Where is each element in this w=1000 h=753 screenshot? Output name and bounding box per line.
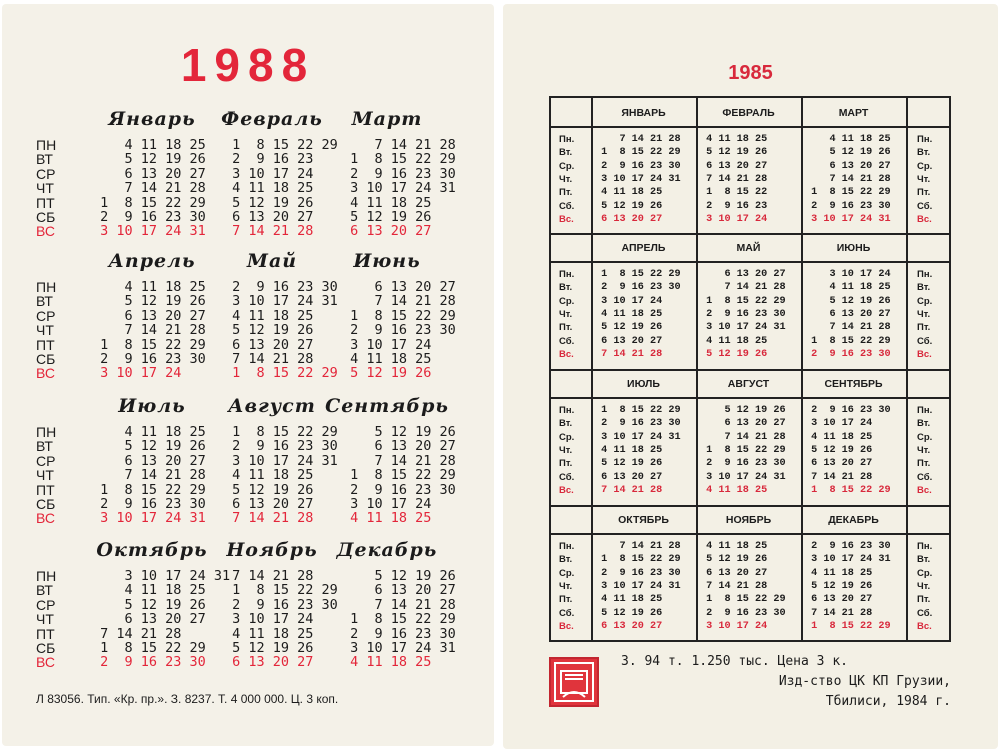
week-row: 6 13 20 27 bbox=[224, 654, 314, 671]
weekday-label-left: Вт. bbox=[559, 282, 573, 294]
weekday-label-left: Вс. bbox=[559, 348, 574, 360]
week-row: 5 12 19 26 bbox=[805, 295, 891, 307]
weekday-label-left: Пн. bbox=[559, 134, 575, 145]
week-row: 2 9 16 23 30 bbox=[92, 654, 206, 671]
weekday-label-right: Чт. bbox=[917, 580, 931, 592]
week-row: 1 8 15 22 29 bbox=[342, 151, 456, 168]
weekday-label-left: Сб. bbox=[559, 607, 575, 619]
week-row: 7 14 21 28 bbox=[92, 467, 206, 484]
week-row: 1 8 15 22 29 bbox=[595, 405, 681, 416]
week-row: 7 14 21 28 bbox=[700, 173, 768, 185]
week-row: 6 13 20 27 bbox=[805, 308, 891, 320]
weekday-label-right: Вт. bbox=[917, 418, 931, 430]
week-row: 3 10 17 24 bbox=[700, 213, 768, 225]
weekday-label: ВС bbox=[36, 654, 55, 671]
week-row: 1 8 15 22 29 bbox=[92, 194, 206, 211]
week-row: 2 9 16 23 30 bbox=[342, 625, 456, 642]
week-row: 1 8 15 22 29 bbox=[595, 554, 681, 566]
weekday-label: СБ bbox=[36, 209, 56, 225]
week-row: 4 11 18 25 bbox=[595, 187, 663, 199]
week-row: 7 14 21 28 bbox=[92, 322, 206, 339]
grid-divider bbox=[551, 505, 949, 507]
week-row: 4 11 18 25 bbox=[92, 424, 206, 440]
week-row: 7 14 21 28 bbox=[342, 137, 456, 153]
weekday-label-left: Пн. bbox=[559, 405, 575, 416]
week-row: 2 9 16 23 30 bbox=[224, 438, 338, 455]
weekday-label-right: Чт. bbox=[917, 308, 931, 320]
weekday-label-right: Вт. bbox=[917, 147, 931, 159]
month-name: СЕНТЯБРЬ bbox=[824, 378, 883, 390]
week-row: 6 13 20 27 bbox=[342, 582, 456, 599]
week-row: 6 13 20 27 bbox=[700, 418, 786, 430]
week-row: 4 11 18 25 bbox=[595, 594, 663, 606]
week-row: 6 13 20 27 bbox=[805, 458, 873, 470]
week-row: 6 13 20 27 bbox=[224, 209, 314, 225]
week-row: 2 9 16 23 30 bbox=[700, 308, 786, 320]
week-row: 2 9 16 23 30 bbox=[92, 496, 206, 512]
week-row: 1 8 15 22 29 bbox=[700, 594, 786, 606]
week-row: 1 8 15 22 29 bbox=[805, 335, 891, 347]
grid-divider bbox=[551, 233, 949, 235]
week-row: 6 13 20 27 bbox=[595, 471, 663, 483]
grid-divider bbox=[551, 369, 949, 371]
week-row: 7 14 21 28 bbox=[700, 282, 786, 294]
weekday-label-right: Вс. bbox=[917, 348, 932, 360]
week-row: 5 12 19 26 bbox=[224, 640, 314, 656]
week-row: 6 13 20 27 bbox=[224, 496, 314, 512]
weekday-label-left: Ср. bbox=[559, 160, 575, 172]
weekday-label-left: Вс. bbox=[559, 620, 574, 632]
week-row: 7 14 21 28 bbox=[595, 541, 681, 552]
week-row: 7 14 21 28 bbox=[805, 173, 891, 185]
weekday-label-left: Чт. bbox=[559, 580, 573, 592]
month-name: Апрель bbox=[108, 250, 196, 272]
weekday-label: ПН bbox=[36, 279, 57, 295]
weekday-label: СР bbox=[36, 452, 56, 469]
month-name: Март bbox=[351, 108, 423, 130]
weekday-label-right: Пн. bbox=[917, 405, 933, 416]
weekday-label-right: Вс. bbox=[917, 484, 932, 496]
weekday-label-left: Вт. bbox=[559, 147, 573, 159]
month-name: Июнь bbox=[353, 250, 421, 272]
month-name: ФЕВРАЛЬ bbox=[722, 107, 775, 119]
calendar-card-1985 bbox=[503, 4, 998, 749]
month-name: ИЮНЬ bbox=[836, 242, 871, 254]
weekday-label-left: Пт. bbox=[559, 594, 573, 606]
week-row: 5 12 19 26 bbox=[805, 147, 891, 159]
week-row: 6 13 20 27 bbox=[595, 213, 663, 225]
month-name: Январь bbox=[108, 108, 196, 130]
weekday-label-right: Сб. bbox=[917, 607, 933, 619]
week-row: 4 11 18 25 bbox=[805, 431, 873, 443]
grid-divider bbox=[551, 397, 949, 399]
weekday-label-left: Пт. bbox=[559, 458, 573, 470]
week-row: 5 12 19 26 bbox=[700, 147, 768, 159]
week-row: 7 14 21 28 bbox=[224, 351, 314, 367]
month-name: ИЮЛЬ bbox=[627, 378, 660, 390]
grid-divider bbox=[551, 126, 949, 128]
week-row: 2 9 16 23 30 bbox=[595, 160, 681, 172]
weekday-label: СБ bbox=[36, 640, 56, 656]
week-row: 4 11 18 25 bbox=[342, 194, 432, 211]
weekday-label: ВТ bbox=[36, 582, 53, 599]
week-row: 4 11 18 25 bbox=[342, 351, 432, 367]
week-row: 7 14 21 28 bbox=[700, 580, 768, 592]
weekday-label-right: Вт. bbox=[917, 554, 931, 566]
week-row: 4 11 18 25 bbox=[700, 134, 768, 145]
week-row: 7 14 21 28 bbox=[342, 293, 456, 310]
week-row: 1 8 15 22 29 bbox=[92, 336, 206, 353]
week-row: 3 10 17 24 bbox=[595, 295, 663, 307]
week-row: 1 8 15 22 29 bbox=[224, 582, 338, 599]
month-name: ОКТЯБРЬ bbox=[618, 514, 669, 526]
week-row: 2 9 16 23 30 bbox=[92, 351, 206, 367]
week-row: 6 13 20 27 bbox=[700, 269, 786, 280]
week-row: 5 12 19 26 bbox=[92, 293, 206, 310]
weekday-label-left: Чт. bbox=[559, 308, 573, 320]
month-name: Сентябрь bbox=[325, 395, 449, 417]
week-row: 7 14 21 28 bbox=[92, 180, 206, 197]
weekday-label-right: Ср. bbox=[917, 160, 933, 172]
week-row: 3 10 17 24 bbox=[224, 611, 314, 628]
week-row: 6 13 20 27 bbox=[92, 452, 206, 469]
week-row: 3 10 17 24 31 bbox=[224, 452, 338, 469]
month-name: Декабрь bbox=[336, 539, 438, 561]
publisher-imprint-1985 bbox=[621, 652, 951, 712]
week-row: 4 11 18 25 bbox=[700, 484, 768, 496]
week-row: 5 12 19 26 bbox=[700, 554, 768, 566]
week-row: 5 12 19 26 bbox=[342, 568, 456, 584]
week-row: 1 8 15 22 bbox=[700, 187, 768, 199]
week-row: 2 9 16 23 30 bbox=[700, 458, 786, 470]
week-row: 1 8 15 22 29 bbox=[92, 640, 206, 656]
calendar-1985-grid bbox=[549, 96, 951, 642]
week-row: 5 12 19 26 bbox=[224, 322, 314, 339]
month-name: Ноябрь bbox=[226, 539, 318, 561]
weekday-label: ВТ bbox=[36, 293, 53, 310]
week-row: 2 9 16 23 30 bbox=[342, 165, 456, 182]
week-row: 4 11 18 25 bbox=[224, 180, 314, 197]
weekday-label-right: Пт. bbox=[917, 458, 931, 470]
week-row: 3 10 17 24 bbox=[805, 269, 891, 280]
month-name: ДЕКАБРЬ bbox=[828, 514, 879, 526]
week-row: 2 9 16 23 30 bbox=[92, 209, 206, 225]
week-row: 1 8 15 22 29 bbox=[224, 137, 338, 153]
weekday-label-right: Пн. bbox=[917, 269, 933, 280]
publisher-logo-icon bbox=[549, 657, 599, 707]
weekday-label-right: Вс. bbox=[917, 213, 932, 225]
weekday-label-right: Пн. bbox=[917, 541, 933, 552]
week-row: 1 8 15 22 29 bbox=[224, 365, 338, 382]
week-row: 7 14 21 28 bbox=[805, 322, 891, 334]
weekday-label: СР bbox=[36, 596, 56, 613]
weekday-label-left: Чт. bbox=[559, 444, 573, 456]
week-row: 6 13 20 27 bbox=[595, 620, 663, 632]
week-row: 1 8 15 22 29 bbox=[342, 611, 456, 628]
weekday-label-right: Пн. bbox=[917, 134, 933, 145]
week-row: 3 10 17 24 31 bbox=[92, 510, 206, 527]
week-row: 3 10 17 24 bbox=[224, 165, 314, 182]
week-row: 7 14 21 28 bbox=[595, 134, 681, 145]
week-row: 5 12 19 26 bbox=[224, 481, 314, 498]
imprint-line: Тбилиси, 1984 г. bbox=[825, 694, 951, 709]
week-row: 4 11 18 25 bbox=[595, 308, 663, 320]
week-row: 2 9 16 23 bbox=[700, 200, 768, 212]
week-row: 6 13 20 27 bbox=[92, 611, 206, 628]
week-row: 3 10 17 24 31 bbox=[92, 568, 231, 584]
weekday-label: ПН bbox=[36, 137, 57, 153]
week-row: 4 11 18 25 bbox=[700, 335, 768, 347]
week-row: 7 14 21 28 bbox=[342, 452, 456, 469]
week-row: 3 10 17 24 31 bbox=[224, 293, 338, 310]
week-row: 1 8 15 22 29 bbox=[805, 620, 891, 632]
week-row: 5 12 19 26 bbox=[595, 200, 663, 212]
weekday-label-left: Ср. bbox=[559, 567, 575, 579]
week-row: 4 11 18 25 bbox=[224, 307, 314, 324]
week-row: 3 10 17 24 31 bbox=[342, 180, 456, 197]
week-row: 6 13 20 27 bbox=[700, 160, 768, 172]
week-row: 2 9 16 23 30 bbox=[805, 348, 891, 360]
month-name: НОЯБРЬ bbox=[725, 514, 772, 526]
weekday-label: СБ bbox=[36, 496, 56, 512]
week-row: 1 8 15 22 29 bbox=[700, 295, 786, 307]
month-name: Июль bbox=[118, 395, 186, 417]
weekday-label-left: Вс. bbox=[559, 213, 574, 225]
week-row: 3 10 17 24 bbox=[342, 496, 432, 512]
week-row: 5 12 19 26 bbox=[805, 580, 873, 592]
weekday-label-right: Пт. bbox=[917, 187, 931, 199]
week-row: 2 9 16 23 30 bbox=[700, 607, 786, 619]
week-row: 2 9 16 23 30 bbox=[595, 282, 681, 294]
year-title-1988: 1988 bbox=[180, 39, 316, 91]
weekday-label-left: Пн. bbox=[559, 269, 575, 280]
weekday-label: ВС bbox=[36, 365, 55, 382]
weekday-label: ПТ bbox=[36, 481, 55, 498]
weekday-label-left: Сб. bbox=[559, 335, 575, 347]
week-row: 4 11 18 25 bbox=[224, 467, 314, 484]
weekday-label-right: Вс. bbox=[917, 620, 932, 632]
weekday-label-left: Вт. bbox=[559, 554, 573, 566]
weekday-label-left: Ср. bbox=[559, 295, 575, 307]
week-row: 2 9 16 23 30 bbox=[595, 567, 681, 579]
week-row: 7 14 21 28 bbox=[805, 471, 873, 483]
week-row: 3 10 17 24 bbox=[92, 365, 182, 382]
week-row: 7 14 21 28 bbox=[595, 348, 663, 360]
weekday-label-left: Сб. bbox=[559, 200, 575, 212]
weekday-label-left: Вс. bbox=[559, 484, 574, 496]
week-row: 1 8 15 22 29 bbox=[342, 307, 456, 324]
weekday-label: ЧТ bbox=[36, 611, 54, 628]
week-row: 3 10 17 24 31 bbox=[805, 213, 891, 225]
grid-divider bbox=[551, 261, 949, 263]
week-row: 2 9 16 23 30 bbox=[224, 279, 338, 295]
week-row: 1 8 15 22 29 bbox=[224, 424, 338, 440]
week-row: 6 13 20 27 bbox=[224, 336, 314, 353]
week-row: 4 11 18 25 bbox=[224, 625, 314, 642]
weekday-label-left: Чт. bbox=[559, 173, 573, 185]
weekday-label-right: Сб. bbox=[917, 471, 933, 483]
week-row: 5 12 19 26 bbox=[595, 322, 663, 334]
weekday-label-right: Вт. bbox=[917, 282, 931, 294]
weekday-label: ПН bbox=[36, 424, 57, 440]
week-row: 6 13 20 27 bbox=[595, 335, 663, 347]
month-name: Май bbox=[246, 250, 298, 272]
month-name: АПРЕЛЬ bbox=[621, 242, 666, 254]
weekday-label-right: Сб. bbox=[917, 200, 933, 212]
week-row: 6 13 20 27 bbox=[805, 160, 891, 172]
week-row: 5 12 19 26 bbox=[342, 424, 456, 440]
week-row: 5 12 19 26 bbox=[805, 444, 873, 456]
week-row: 5 12 19 26 bbox=[224, 194, 314, 211]
week-row: 1 8 15 22 29 bbox=[805, 484, 891, 496]
week-row: 1 8 15 22 29 bbox=[595, 269, 681, 280]
weekday-label-left: Сб. bbox=[559, 471, 575, 483]
week-row: 4 11 18 25 bbox=[805, 567, 873, 579]
month-name: Февраль bbox=[221, 108, 323, 130]
week-row: 5 12 19 26 bbox=[700, 348, 768, 360]
month-name: Август bbox=[228, 395, 316, 417]
weekday-label: СБ bbox=[36, 351, 56, 367]
weekday-label-right: Чт. bbox=[917, 444, 931, 456]
weekday-label-left: Пт. bbox=[559, 187, 573, 199]
week-row: 7 14 21 28 bbox=[224, 223, 314, 240]
week-row: 3 10 17 24 bbox=[805, 418, 873, 430]
imprint-line: З. 94 т. 1.250 тыс. Цена 3 к. bbox=[621, 654, 848, 669]
weekday-label: ЧТ bbox=[36, 180, 54, 197]
month-name: МАЙ bbox=[736, 242, 761, 254]
week-row: 4 11 18 25 bbox=[595, 444, 663, 456]
weekday-label-right: Ср. bbox=[917, 431, 933, 443]
weekday-label: ВТ bbox=[36, 438, 53, 455]
weekday-label-right: Ср. bbox=[917, 567, 933, 579]
week-row: 3 10 17 24 31 bbox=[805, 554, 891, 566]
week-row: 2 9 16 23 30 bbox=[342, 322, 456, 339]
week-row: 3 10 17 24 31 bbox=[595, 580, 681, 592]
month-name: МАРТ bbox=[838, 107, 869, 119]
weekday-label: ПТ bbox=[36, 194, 55, 211]
week-row: 2 9 16 23 30 bbox=[805, 541, 891, 552]
calendar-card-1988 bbox=[2, 4, 494, 746]
week-row: 4 11 18 25 bbox=[805, 134, 891, 145]
week-row: 6 13 20 27 bbox=[342, 223, 432, 240]
weekday-label-right: Ср. bbox=[917, 295, 933, 307]
weekday-label: ПТ bbox=[36, 625, 55, 642]
year-title-1985: 1985 bbox=[728, 62, 773, 84]
printer-imprint-1988: Л 83056. Тип. «Кр. пр.». З. 8237. Т. 4 000 000. Ц. 3 коп. bbox=[36, 692, 339, 706]
week-row: 5 12 19 26 bbox=[342, 365, 432, 382]
week-row: 3 10 17 24 31 bbox=[700, 322, 786, 334]
week-row: 1 8 15 22 29 bbox=[92, 481, 206, 498]
week-row: 7 14 21 28 bbox=[342, 596, 456, 613]
week-row: 7 14 21 28 bbox=[224, 510, 314, 527]
week-row: 3 10 17 24 bbox=[700, 620, 768, 632]
week-row: 1 8 15 22 29 bbox=[805, 187, 891, 199]
weekday-label: СР bbox=[36, 307, 56, 324]
week-row: 4 11 18 25 bbox=[342, 510, 432, 527]
week-row: 5 12 19 26 bbox=[92, 596, 206, 613]
week-row: 2 9 16 23 30 bbox=[805, 405, 891, 416]
week-row: 7 14 21 28 bbox=[92, 625, 182, 642]
week-row: 3 10 17 24 31 bbox=[595, 173, 681, 185]
week-row: 4 11 18 25 bbox=[92, 279, 206, 295]
weekday-label-left: Пн. bbox=[559, 541, 575, 552]
week-row: 6 13 20 27 bbox=[342, 438, 456, 455]
week-row: 6 13 20 27 bbox=[92, 307, 206, 324]
week-row: 4 11 18 25 bbox=[805, 282, 891, 294]
weekday-label: ЧТ bbox=[36, 322, 54, 339]
week-row: 5 12 19 26 bbox=[700, 405, 786, 416]
weekday-label-left: Пт. bbox=[559, 322, 573, 334]
weekday-label-right: Сб. bbox=[917, 335, 933, 347]
week-row: 4 11 18 25 bbox=[700, 541, 768, 552]
week-row: 7 14 21 28 bbox=[805, 607, 873, 619]
week-row: 7 14 21 28 bbox=[224, 568, 314, 584]
weekday-label: СР bbox=[36, 165, 56, 182]
week-row: 3 10 17 24 31 bbox=[700, 471, 786, 483]
weekday-label: ВС bbox=[36, 510, 55, 527]
week-row: 5 12 19 26 bbox=[595, 607, 663, 619]
month-name: АВГУСТ bbox=[727, 378, 770, 390]
weekday-label: ВТ bbox=[36, 151, 53, 168]
grid-divider bbox=[551, 533, 949, 535]
week-row: 2 9 16 23 30 bbox=[805, 200, 891, 212]
week-row: 6 13 20 27 bbox=[92, 165, 206, 182]
weekday-label-right: Пт. bbox=[917, 322, 931, 334]
week-row: 2 9 16 23 30 bbox=[342, 481, 456, 498]
weekday-label: ПТ bbox=[36, 336, 55, 353]
week-row: 3 10 17 24 31 bbox=[595, 431, 681, 443]
weekday-label-right: Пт. bbox=[917, 594, 931, 606]
week-row: 2 9 16 23 bbox=[224, 151, 314, 168]
week-row: 1 8 15 22 29 bbox=[700, 444, 786, 456]
week-row: 3 10 17 24 31 bbox=[92, 223, 206, 240]
week-row: 4 11 18 25 bbox=[92, 582, 206, 599]
week-row: 4 11 18 25 bbox=[342, 654, 432, 671]
week-row: 2 9 16 23 30 bbox=[595, 418, 681, 430]
week-row: 3 10 17 24 31 bbox=[342, 640, 456, 656]
weekday-label: ПН bbox=[36, 568, 57, 584]
weekday-label: ЧТ bbox=[36, 467, 54, 484]
week-row: 4 11 18 25 bbox=[92, 137, 206, 153]
week-row: 5 12 19 26 bbox=[342, 209, 432, 225]
weekday-label-left: Ср. bbox=[559, 431, 575, 443]
week-row: 1 8 15 22 29 bbox=[595, 147, 681, 159]
weekday-label-right: Чт. bbox=[917, 173, 931, 185]
week-row: 5 12 19 26 bbox=[92, 151, 206, 168]
week-row: 7 14 21 28 bbox=[700, 431, 786, 443]
week-row: 1 8 15 22 29 bbox=[342, 467, 456, 484]
week-row: 6 13 20 27 bbox=[700, 567, 768, 579]
weekday-label-left: Вт. bbox=[559, 418, 573, 430]
week-row: 2 9 16 23 30 bbox=[224, 596, 338, 613]
week-row: 5 12 19 26 bbox=[595, 458, 663, 470]
week-row: 6 13 20 27 bbox=[342, 279, 456, 295]
week-row: 6 13 20 27 bbox=[805, 594, 873, 606]
imprint-line: Изд-ство ЦК КП Грузии, bbox=[778, 674, 951, 689]
weekday-label: ВС bbox=[36, 223, 55, 240]
month-name: ЯНВАРЬ bbox=[621, 107, 666, 119]
week-row: 5 12 19 26 bbox=[92, 438, 206, 455]
month-name: Октябрь bbox=[96, 539, 208, 561]
week-row: 7 14 21 28 bbox=[595, 484, 663, 496]
week-row: 3 10 17 24 bbox=[342, 336, 432, 353]
